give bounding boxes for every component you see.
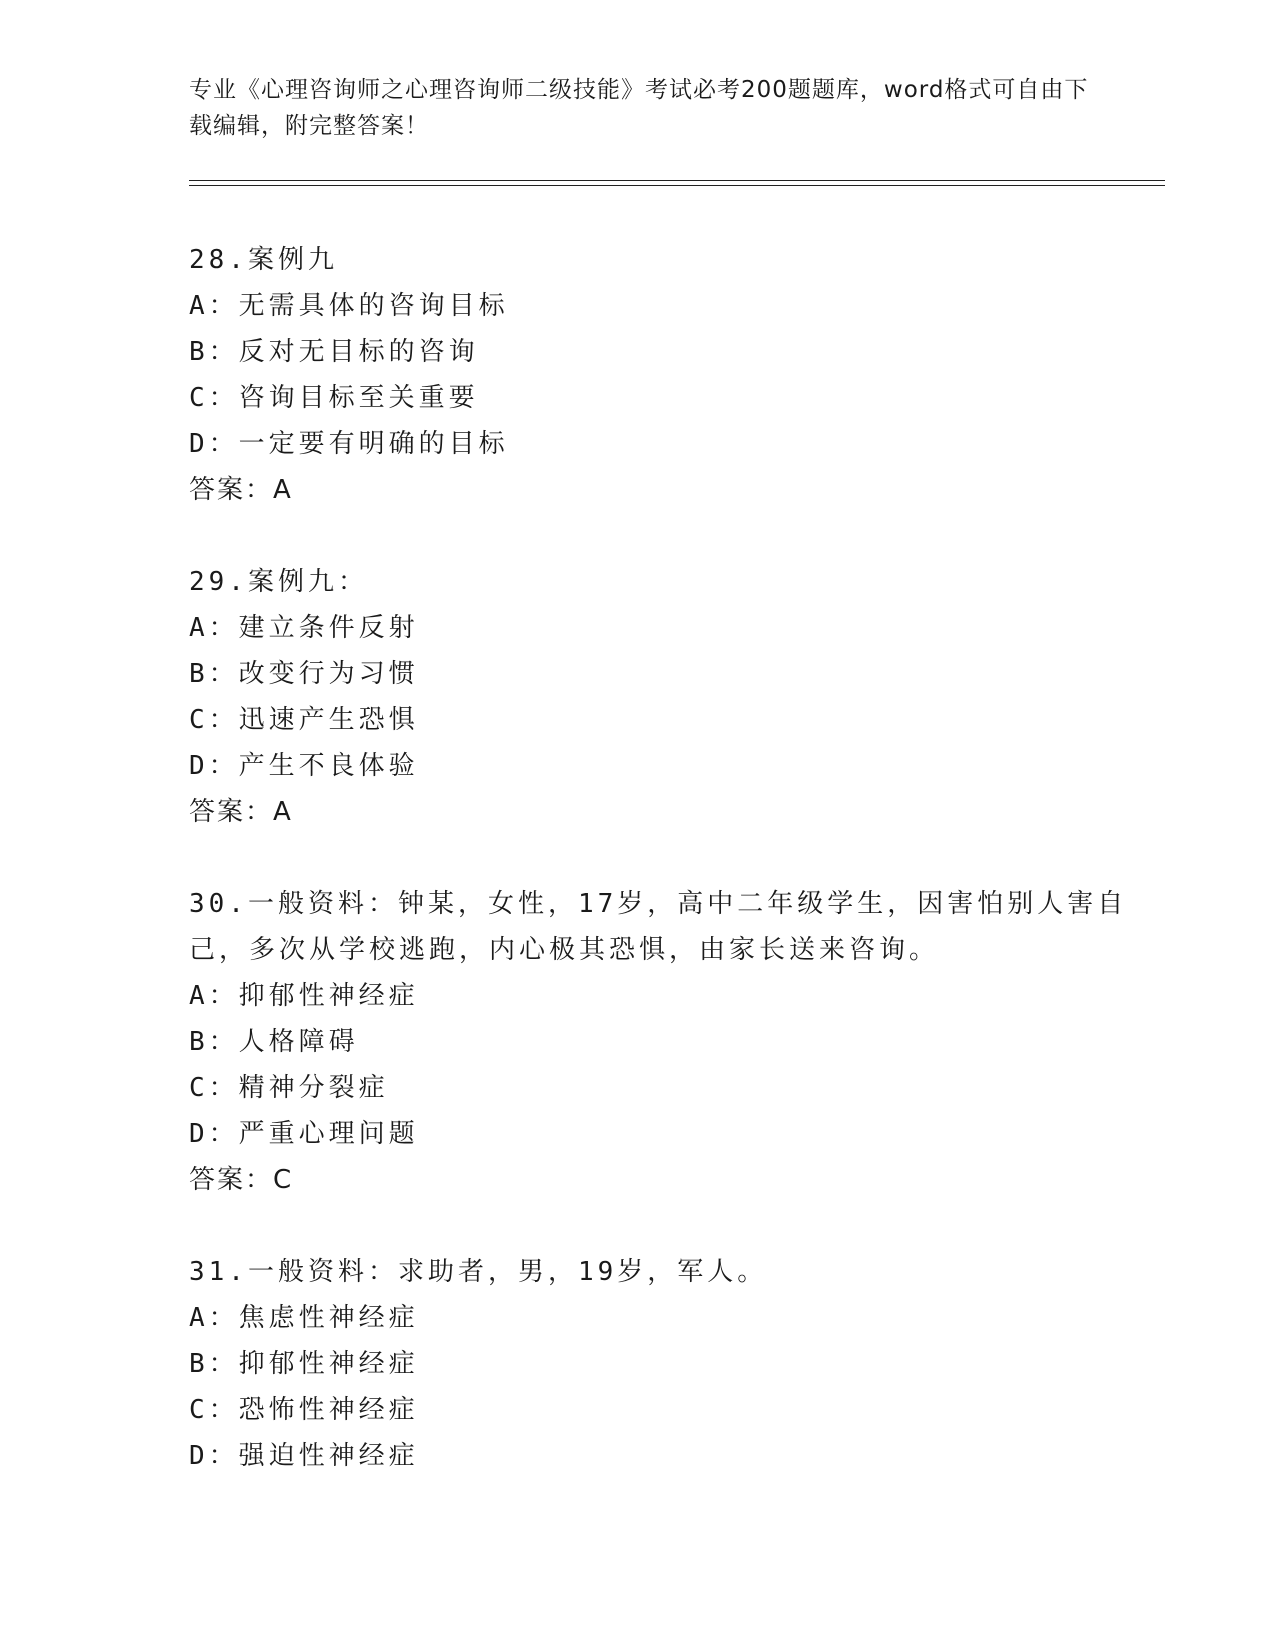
answer-line: 答案：C	[189, 1165, 294, 1195]
option-b: B：抑郁性神经症	[189, 1349, 419, 1379]
option-c: C：咨询目标至关重要	[189, 383, 479, 413]
answer-line: 答案：A	[189, 797, 293, 827]
question-30	[189, 881, 1149, 1203]
option-b: B：反对无目标的咨询	[189, 337, 479, 367]
option-a: A：建立条件反射	[189, 613, 419, 643]
answer-line: 答案：A	[189, 475, 293, 505]
option-c: C：恐怖性神经症	[189, 1395, 419, 1425]
question-list	[189, 237, 1149, 1525]
option-c: C：精神分裂症	[189, 1073, 389, 1103]
option-c: C：迅速产生恐惧	[189, 705, 419, 735]
option-d: D：强迫性神经症	[189, 1441, 419, 1471]
question-stem: 30.一般资料：钟某，女性，17岁，高中二年级学生，因害怕别人害自己，多次从学校逃跑，内心极其恐惧，由家长送来咨询。	[189, 889, 1128, 965]
question-stem: 29.案例九：	[189, 567, 368, 597]
question-stem: 31.一般资料：求助者，男，19岁，军人。	[189, 1257, 768, 1287]
header-divider-top	[189, 180, 1165, 181]
question-28	[189, 237, 1149, 513]
option-d: D：一定要有明确的目标	[189, 429, 509, 459]
option-d: D：严重心理问题	[189, 1119, 419, 1149]
option-b: B：改变行为习惯	[189, 659, 419, 689]
question-29	[189, 559, 1149, 835]
option-a: A：焦虑性神经症	[189, 1303, 419, 1333]
question-stem: 28.案例九	[189, 245, 338, 275]
option-a: A：无需具体的咨询目标	[189, 291, 509, 321]
document-header: 专业《心理咨询师之心理咨询师二级技能》考试必考200题题库，word格式可自由下载编辑，附完整答案！	[189, 77, 1089, 139]
option-b: B：人格障碍	[189, 1027, 359, 1057]
option-d: D：产生不良体验	[189, 751, 419, 781]
question-31	[189, 1249, 1149, 1479]
option-a: A：抑郁性神经症	[189, 981, 419, 1011]
header-divider-bottom	[189, 185, 1165, 186]
